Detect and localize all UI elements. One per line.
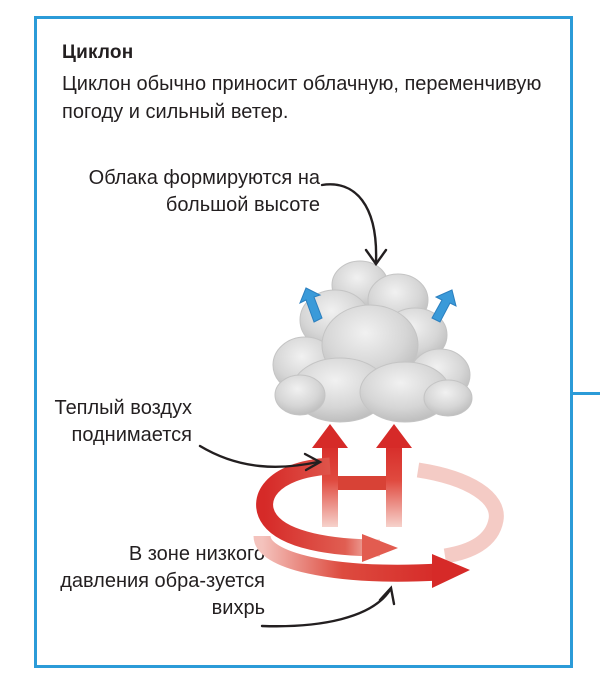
cloud-shape	[273, 261, 472, 422]
clouds-label: Облака формируются на большой высоте	[88, 167, 320, 216]
warm-air-label: Теплый воздух поднимается	[54, 397, 192, 446]
box-title: Циклон	[62, 42, 134, 63]
rising-air-arrow-right	[376, 424, 412, 527]
vortex-label: В зоне низкого давления обра-зуется вихрь	[60, 543, 265, 619]
box-description: Циклон обычно приносит облачную, переменчивую погоду и сильный ветер.	[62, 73, 542, 123]
outflow-arrow-right	[432, 290, 456, 322]
leader-arrow-vortex	[262, 588, 394, 626]
leader-arrow-clouds	[322, 184, 386, 264]
rising-air-crossbar	[338, 476, 386, 490]
